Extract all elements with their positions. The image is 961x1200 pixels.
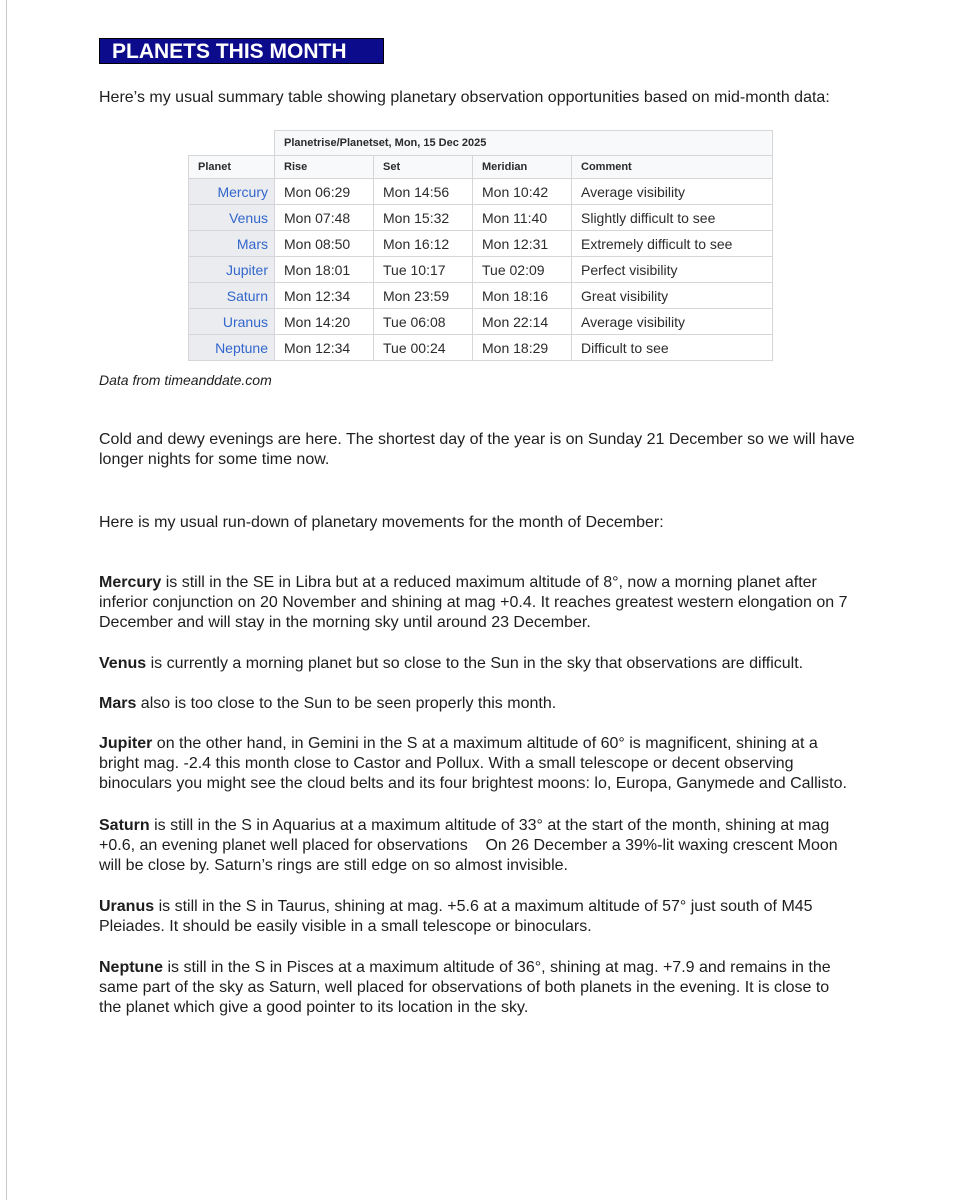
table-header-row bbox=[189, 156, 773, 179]
page-title: PLANETS THIS MONTH bbox=[99, 38, 384, 64]
comment-cell: Slightly difficult to see bbox=[572, 205, 773, 231]
uranus-paragraph bbox=[99, 897, 869, 937]
comment-cell: Average visibility bbox=[572, 309, 773, 335]
planet-link-uranus[interactable]: Uranus bbox=[189, 309, 275, 335]
text-line: is still in the S in Taurus, shining at mag. +5.6 at a maximum altitude of 57° just south of M45 bbox=[154, 898, 813, 915]
text-line: binoculars you might see the cloud belts and its four brightest moons: lo, Europa, Ganymede and Callisto. bbox=[99, 775, 847, 792]
text-line: is currently a morning planet but so close to the Sun in the sky that observations are difficult. bbox=[146, 655, 804, 672]
planet-link-mars[interactable]: Mars bbox=[189, 231, 275, 257]
rise-cell: Mon 18:01 bbox=[275, 257, 374, 283]
meridian-cell: Mon 10:42 bbox=[473, 179, 572, 205]
table-row bbox=[189, 257, 773, 283]
column-header-planet: Planet bbox=[189, 156, 275, 179]
comment-cell: Difficult to see bbox=[572, 335, 773, 361]
set-cell: Mon 16:12 bbox=[374, 231, 473, 257]
text-line: December and will stay in the morning sky until around 23 December. bbox=[99, 614, 591, 631]
text-line: Pleiades. It should be easily visible in a small telescope or binoculars. bbox=[99, 918, 592, 935]
planet-name-jupiter: Jupiter bbox=[99, 735, 153, 752]
table-caption-row bbox=[189, 131, 773, 156]
comment-cell: Average visibility bbox=[572, 179, 773, 205]
meridian-cell: Mon 18:16 bbox=[473, 283, 572, 309]
jupiter-paragraph bbox=[99, 734, 869, 794]
text-line: is still in the S in Pisces at a maximum altitude of 36°, shining at mag. +7.9 and remains in the bbox=[163, 959, 831, 976]
saturn-paragraph bbox=[99, 816, 869, 876]
venus-paragraph bbox=[99, 654, 869, 674]
table-row bbox=[189, 179, 773, 205]
column-header-meridian: Meridian bbox=[473, 156, 572, 179]
planet-name-mercury: Mercury bbox=[99, 574, 162, 591]
mars-paragraph bbox=[99, 694, 869, 714]
planet-link-neptune[interactable]: Neptune bbox=[189, 335, 275, 361]
planet-name-uranus: Uranus bbox=[99, 898, 155, 915]
comment-cell: Extremely difficult to see bbox=[572, 231, 773, 257]
text-line: same part of the sky as Saturn, well placed for observations of both planets in the evening. It is close to bbox=[99, 979, 830, 996]
intro-text: Here’s my usual summary table showing planetary observation opportunities based on mid-month data: bbox=[99, 89, 830, 106]
set-cell: Mon 23:59 bbox=[374, 283, 473, 309]
planet-name-venus: Venus bbox=[99, 655, 147, 672]
text-line: Cold and dewy evenings are here. The shortest day of the year is on Sunday 21 December so we will have bbox=[99, 431, 855, 448]
neptune-paragraph bbox=[99, 958, 869, 1018]
page-edge bbox=[6, 0, 7, 1200]
rise-cell: Mon 08:50 bbox=[275, 231, 374, 257]
column-header-rise: Rise bbox=[275, 156, 374, 179]
set-cell: Mon 15:32 bbox=[374, 205, 473, 231]
column-header-set: Set bbox=[374, 156, 473, 179]
planet-table bbox=[188, 130, 773, 361]
text-line: bright mag. -2.4 this month close to Castor and Pollux. With a small telescope or decent observing bbox=[99, 755, 794, 772]
meridian-cell: Mon 18:29 bbox=[473, 335, 572, 361]
text-line: +0.6, an evening planet well placed for observations On 26 December a 39%-lit waxing crescent Moon bbox=[99, 837, 838, 854]
planet-name-mars: Mars bbox=[99, 695, 137, 712]
set-cell: Tue 00:24 bbox=[374, 335, 473, 361]
meridian-cell: Mon 12:31 bbox=[473, 231, 572, 257]
text-line: inferior conjunction on 20 November and shining at mag +0.4. It reaches greatest western elongation on 7 bbox=[99, 594, 848, 611]
text-line: is still in the SE in Libra but at a reduced maximum altitude of 8°, now a morning planet after bbox=[161, 574, 817, 591]
meridian-cell: Tue 02:09 bbox=[473, 257, 572, 283]
column-header-comment: Comment bbox=[572, 156, 773, 179]
table-row bbox=[189, 231, 773, 257]
text-line: Here is my usual run-down of planetary movements for the month of December: bbox=[99, 514, 664, 531]
text-line: will be close by. Saturn’s rings are still edge on so almost invisible. bbox=[99, 857, 568, 874]
set-cell: Mon 14:56 bbox=[374, 179, 473, 205]
planet-name-saturn: Saturn bbox=[99, 817, 150, 834]
text-line: longer nights for some time now. bbox=[99, 451, 330, 468]
planet-link-mercury[interactable]: Mercury bbox=[189, 179, 275, 205]
table-row bbox=[189, 335, 773, 361]
table-corner bbox=[189, 131, 275, 156]
table-row bbox=[189, 205, 773, 231]
table-row bbox=[189, 283, 773, 309]
text-line: on the other hand, in Gemini in the S at a maximum altitude of 60° is magnificent, shining at a bbox=[152, 735, 818, 752]
meridian-cell: Mon 22:14 bbox=[473, 309, 572, 335]
table-row bbox=[189, 309, 773, 335]
table-caption: Planetrise/Planetset, Mon, 15 Dec 2025 bbox=[275, 131, 773, 156]
meridian-cell: Mon 11:40 bbox=[473, 205, 572, 231]
rise-cell: Mon 14:20 bbox=[275, 309, 374, 335]
planet-link-saturn[interactable]: Saturn bbox=[189, 283, 275, 309]
weather-paragraph bbox=[99, 430, 869, 470]
rundown-paragraph bbox=[99, 513, 869, 533]
planet-link-venus[interactable]: Venus bbox=[189, 205, 275, 231]
rise-cell: Mon 07:48 bbox=[275, 205, 374, 231]
comment-cell: Perfect visibility bbox=[572, 257, 773, 283]
rise-cell: Mon 06:29 bbox=[275, 179, 374, 205]
planet-link-jupiter[interactable]: Jupiter bbox=[189, 257, 275, 283]
set-cell: Tue 10:17 bbox=[374, 257, 473, 283]
rise-cell: Mon 12:34 bbox=[275, 283, 374, 309]
rise-cell: Mon 12:34 bbox=[275, 335, 374, 361]
mercury-paragraph bbox=[99, 573, 869, 633]
text-line: the planet which give a good pointer to its location in the sky. bbox=[99, 999, 529, 1016]
planet-name-neptune: Neptune bbox=[99, 959, 163, 976]
text-line: is still in the S in Aquarius at a maximum altitude of 33° at the start of the month, shining at mag bbox=[149, 817, 830, 834]
comment-cell: Great visibility bbox=[572, 283, 773, 309]
set-cell: Tue 06:08 bbox=[374, 309, 473, 335]
text-line: also is too close to the Sun to be seen properly this month. bbox=[136, 695, 557, 712]
source-note: Data from timeanddate.com bbox=[99, 372, 272, 388]
